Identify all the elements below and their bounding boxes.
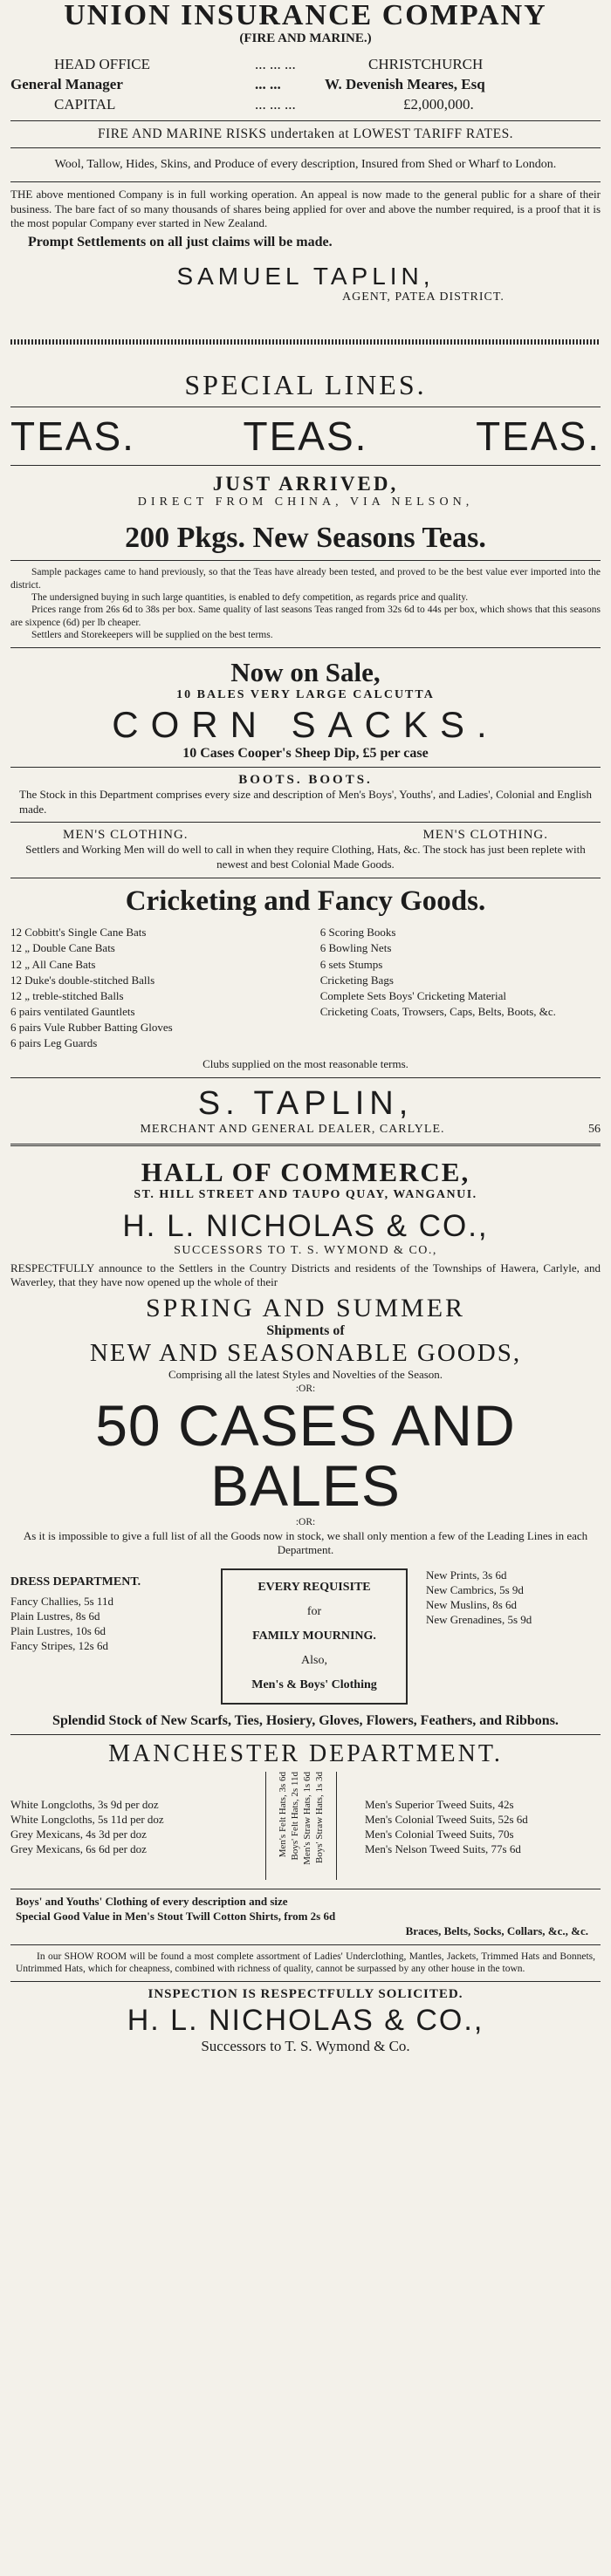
union-row: CAPITAL ... ... ... £2,000,000.	[54, 95, 474, 113]
hall-address: ST. HILL STREET AND TAUPO QUAY, WANGANUI.	[134, 1187, 477, 1201]
separator-or: :OR:	[295, 1517, 316, 1528]
list-item: 12 Duke's double-stitched Balls	[10, 973, 155, 987]
merchant-line: MERCHANT AND GENERAL DEALER, CARLYLE.	[140, 1122, 445, 1136]
list-item: Boys' Felt Hats, 2s 11d	[289, 1772, 300, 1861]
direct-from-china: DIRECT FROM CHINA, VIA NELSON,	[137, 495, 474, 509]
clubs-line: Clubs supplied on the most reasonable terms.	[203, 1056, 408, 1070]
list-item: 12 „ Double Cane Bats	[10, 941, 115, 955]
hall-title: HALL OF COMMERCE,	[141, 1156, 470, 1187]
teas-word: TEAS.	[476, 413, 601, 460]
cricket-lists	[10, 925, 601, 1052]
list-item: 6 Bowling Nets	[319, 941, 392, 955]
list-item: 6 pairs ventilated Gauntlets	[10, 1005, 135, 1019]
union-paragraph: THE above mentioned Company is in full working operation. An appeal is now made to the general public for a share of their business. The bare fact of so many thousands of shares being applied for over and above the number required, is a proof that it is the most popular Company ever started in New Zealand.	[10, 187, 601, 230]
union-insurance-ad	[10, 0, 601, 304]
spring-summer: SPRING AND SUMMER	[145, 1294, 466, 1323]
teas-word: TEAS.	[243, 413, 368, 460]
list-item: Men's Felt Hats, 3s 6d	[277, 1772, 288, 1858]
boots-paragraph: The Stock in this Department comprises every size and description of Men's Boys', Youths', and Ladies', Colonial and English made.	[19, 787, 592, 816]
firm-name: H. L. NICHOLAS & CO.,	[122, 1208, 489, 1243]
list-item: Men's Straw Hats, 1s 6d	[302, 1772, 312, 1866]
list-item: Men's Colonial Tweed Suits, 70s	[365, 1828, 514, 1841]
dress-heading: DRESS DEPARTMENT.	[10, 1575, 141, 1589]
section-divider	[10, 1144, 601, 1146]
union-subtitle: (FIRE AND MARINE.)	[239, 31, 372, 45]
mens-clothing-row	[10, 828, 601, 843]
tea-para-3: Prices range from 26s 6d to 38s per box. Same quality of last seasons Teas ranged from 32s 6d to 44s per box, which shows that this seasons are sixpence (6d) per lb cheaper.	[10, 605, 601, 628]
list-item: Plain Lustres, 8s 6d	[10, 1609, 100, 1623]
list-item: 6 pairs Vule Rubber Batting Gloves	[10, 1021, 173, 1035]
separator-or: :OR:	[295, 1384, 316, 1395]
mourning-box: EVERY REQUISITE for FAMILY MOURNING. Also, Men's & Boys' Clothing	[221, 1568, 408, 1705]
successors-footer: Successors to T. S. Wymond & Co.	[201, 2037, 410, 2054]
braces-line: Braces, Belts, Socks, Collars, &c., &c.	[405, 1924, 588, 1938]
s-taplin: S. TAPLIN,	[197, 1084, 414, 1122]
manchester-row	[10, 1772, 601, 1880]
list-item: Grey Mexicans, 6s 6d per doz	[10, 1842, 147, 1856]
special-lines-ad	[10, 369, 601, 1136]
longcloths-list	[10, 1772, 237, 1857]
list-item: 12 „ All Cane Bats	[10, 957, 96, 971]
list-item: Fancy Challies, 5s 11d	[10, 1595, 113, 1609]
impossible-line: As it is impossible to give a full list of all the Goods now in stock, we shall only mention a few of the Leading Lines in each Department.	[23, 1528, 588, 1557]
list-item: Complete Sets Boys' Cricketing Material	[319, 988, 506, 1002]
shipments-of: Shipments of	[266, 1323, 345, 1339]
teas-row	[10, 413, 601, 460]
list-item: New Grenadines, 5s 9d	[426, 1613, 532, 1627]
splendid-stock: Splendid Stock of New Scarfs, Ties, Hosiery, Gloves, Flowers, Feathers, and Ribbons.	[52, 1713, 559, 1729]
list-item: Boys' Straw Hats, 1s 3d	[314, 1772, 326, 1864]
list-item: 6 sets Stumps	[319, 957, 383, 971]
list-item: 6 pairs Leg Guards	[10, 1036, 98, 1050]
tea-para-4: Settlers and Storekeepers will be supplied on the best terms.	[31, 630, 273, 641]
list-item: Men's Colonial Tweed Suits, 52s 6d	[365, 1813, 528, 1827]
hall-of-commerce-ad	[10, 1157, 601, 2055]
agent-title: AGENT, PATEA DISTRICT.	[342, 290, 505, 304]
cricket-list-right	[312, 925, 601, 1052]
union-prompt: Prompt Settlements on all just claims will be made.	[28, 235, 333, 250]
fifty-cases: 50 CASES AND BALES	[95, 1392, 516, 1518]
union-title: UNION INSURANCE COMPANY	[64, 0, 547, 31]
teas-word: TEAS.	[10, 413, 135, 460]
list-item: New Muslins, 8s 6d	[426, 1598, 518, 1612]
sheep-dip: 10 Cases Cooper's Sheep Dip, £5 per case	[182, 745, 429, 761]
special-value: Special Good Value in Men's Stout Twill Cotton Shirts, from 2s 6d	[16, 1910, 336, 1923]
cricket-list-left	[10, 925, 299, 1052]
list-item: 12 Cobbitt's Single Cane Bats	[10, 926, 147, 940]
union-produce: Wool, Tallow, Hides, Skins, and Produce of every description, Insured from Shed or Wharf to London.	[54, 157, 557, 171]
calcutta-bales: 10 BALES VERY LARGE CALCUTTA	[176, 687, 435, 701]
list-item: White Longcloths, 3s 9d per doz	[10, 1798, 159, 1812]
list-item: Cricketing Coats, Trowsers, Caps, Belts, Boots, &c.	[319, 1005, 556, 1019]
list-item: New Cambrics, 5s 9d	[426, 1583, 524, 1597]
union-row: General Manager ... ... W. Devenish Meares, Esq	[10, 75, 485, 92]
union-risks: FIRE AND MARINE RISKS undertaken at LOWEST TARIFF RATES.	[97, 126, 514, 141]
showroom-paragraph: In our SHOW ROOM will be found a most complete assortment of Ladies' Underclothing, Mantles, Jackets, Trimmed Hats and Bonnets, Untrimmed Hats, which for cheapness, combined with richness of quality, cannot be surpassed by any other house in the town.	[16, 1951, 595, 1975]
inspection-line: INSPECTION IS RESPECTFULLY SOLICITED.	[148, 1986, 463, 2001]
just-arrived: JUST ARRIVED,	[212, 473, 399, 495]
list-item: Grey Mexicans, 4s 3d per doz	[10, 1828, 147, 1841]
special-heading: SPECIAL LINES.	[184, 369, 427, 401]
list-item: 6 Scoring Books	[319, 926, 396, 940]
list-item: White Longcloths, 5s 11d per doz	[10, 1813, 164, 1827]
union-row: HEAD OFFICE ... ... ... CHRISTCHURCH	[54, 55, 484, 72]
tea-para-1: Sample packages came to hand previously, so that the Teas have already been tested, and proved to be the best value ever imported into the district.	[10, 567, 601, 591]
firm-name-footer: H. L. NICHOLAS & CO.,	[127, 2003, 484, 2037]
teas-packages: 200 Pkgs. New Seasons Teas.	[125, 522, 486, 555]
boots-heading: BOOTS. BOOTS.	[238, 772, 373, 787]
list-item: Men's Nelson Tweed Suits, 77s 6d	[365, 1842, 521, 1856]
section-divider	[10, 339, 601, 345]
new-goods: NEW AND SEASONABLE GOODS,	[89, 1339, 522, 1368]
departments-row	[10, 1568, 601, 1705]
clothing-paragraph: Settlers and Working Men will do well to call in when they require Clothing, Hats, &c. The stock has just been replete with newest and best Colonial Made Goods.	[25, 843, 586, 871]
corn-sacks: CORN SACKS.	[112, 703, 499, 745]
agent-name: SAMUEL TAPLIN,	[176, 263, 435, 290]
cricket-heading: Cricketing and Fancy Goods.	[125, 885, 486, 918]
union-info-table	[10, 55, 601, 115]
list-item: Cricketing Bags	[319, 973, 394, 987]
now-on-sale: Now on Sale,	[230, 656, 381, 687]
list-item: Plain Lustres, 10s 6d	[10, 1624, 106, 1638]
mens-clothing-right: MEN'S CLOTHING.	[422, 828, 548, 843]
list-item: New Prints, 3s 6d	[426, 1568, 507, 1582]
boys-clothing: Boys' and Youths' Clothing of every description and size	[16, 1895, 288, 1909]
prints-list	[426, 1568, 601, 1628]
firm-successors: SUCCESSORS TO T. S. WYMOND & CO.,	[174, 1243, 437, 1257]
list-item: Men's Superior Tweed Suits, 42s	[365, 1798, 514, 1812]
tea-para-2: The undersigned buying in such large quantities, is enabled to defy competition, as regards price and quality.	[31, 592, 469, 604]
ad-reference: 56	[588, 1122, 601, 1136]
intro-paragraph: RESPECTFULLY announce to the Settlers in the Country Districts and residents of the Townships of Hawera, Carlyle, and Waverley, that they have now opened up the whole of their	[10, 1261, 601, 1289]
hats-column	[265, 1772, 337, 1880]
manchester-heading: MANCHESTER DEPARTMENT.	[108, 1740, 503, 1768]
dress-department	[10, 1568, 203, 1654]
comprising-line: Comprising all the latest Styles and Novelties of the Season.	[168, 1368, 443, 1382]
mens-clothing-left: MEN'S CLOTHING.	[63, 828, 189, 843]
tweeds-list	[365, 1772, 601, 1857]
list-item: Fancy Stripes, 12s 6d	[10, 1639, 108, 1653]
list-item: 12 „ treble-stitched Balls	[10, 988, 124, 1002]
